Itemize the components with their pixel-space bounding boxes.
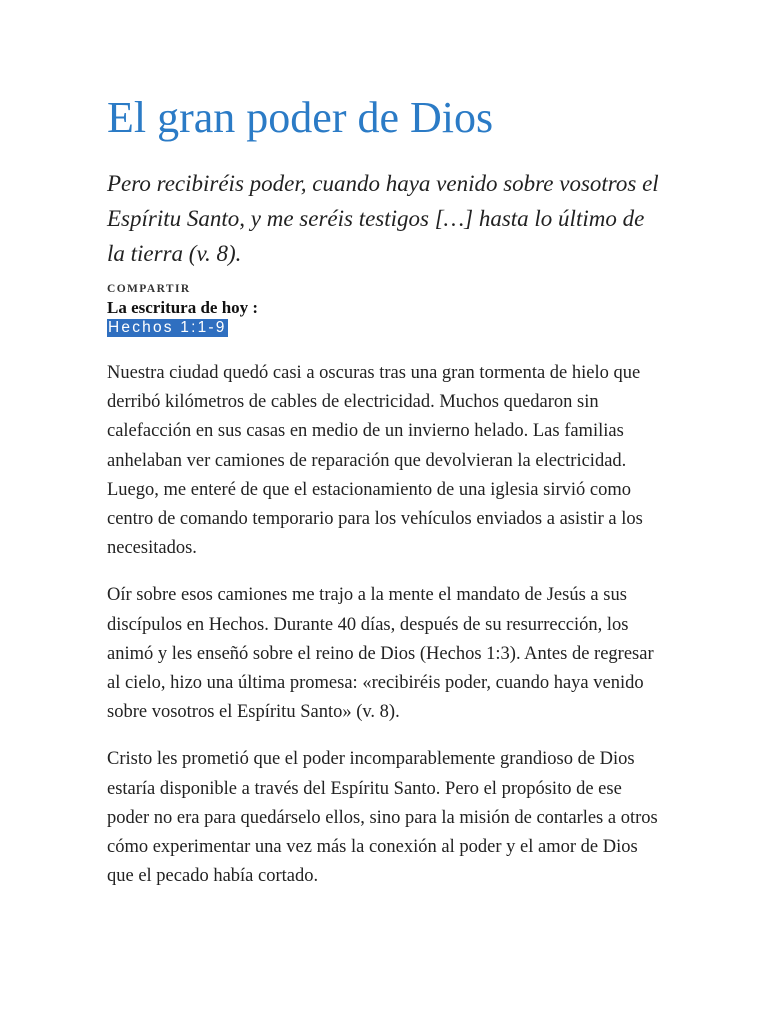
scripture-label: La escritura de hoy : [107, 298, 259, 317]
key-verse-quote: Pero recibiréis poder, cuando haya venido sobre vosotros el Espíritu Santo, y me seréis testigos […] hasta lo último de la tierra (v. 8). [107, 171, 659, 266]
page-title: El gran poder de Dios [107, 93, 494, 142]
share-link[interactable]: COMPARTIR [107, 283, 191, 295]
scripture-reference-link[interactable]: Hechos 1:1-9 [108, 319, 227, 336]
body-paragraph: Oír sobre esos camiones me trajo a la mente el mandato de Jesús a sus discípulos en Hechos. Durante 40 días, después de su resurrección, los animó y les enseñó sobre el reino de Dios (Hechos 1:3). Antes de regresar al cielo, hizo una última promesa: «recibiréis poder, cuando haya venido sobre vosotros el Espíritu Santo» (v. 8). [107, 585, 654, 723]
body-paragraph: Cristo les prometió que el poder incomparablemente grandioso de Dios estaría disponible a través del Espíritu Santo. Pero el propósito de ese poder no era para quedárselo ellos, sino para la misión de contarles a otros cómo experimentar una vez más la conexión al poder y el amor de Dios que el pecado había cortado. [107, 749, 658, 887]
body-paragraph: Nuestra ciudad quedó casi a oscuras tras una gran tormenta de hielo que derribó kilómetros de cables de electricidad. Muchos quedaron sin calefacción en sus casas en medio de un invierno helado. Las familias anhelaban ver camiones de reparación que devolvieran la electricidad. Luego, me enteré de que el estacionamiento de una iglesia sirvió como centro de comando temporario para los vehículos enviados a asistir a los necesitados. [107, 363, 643, 559]
article-body [107, 359, 667, 909]
